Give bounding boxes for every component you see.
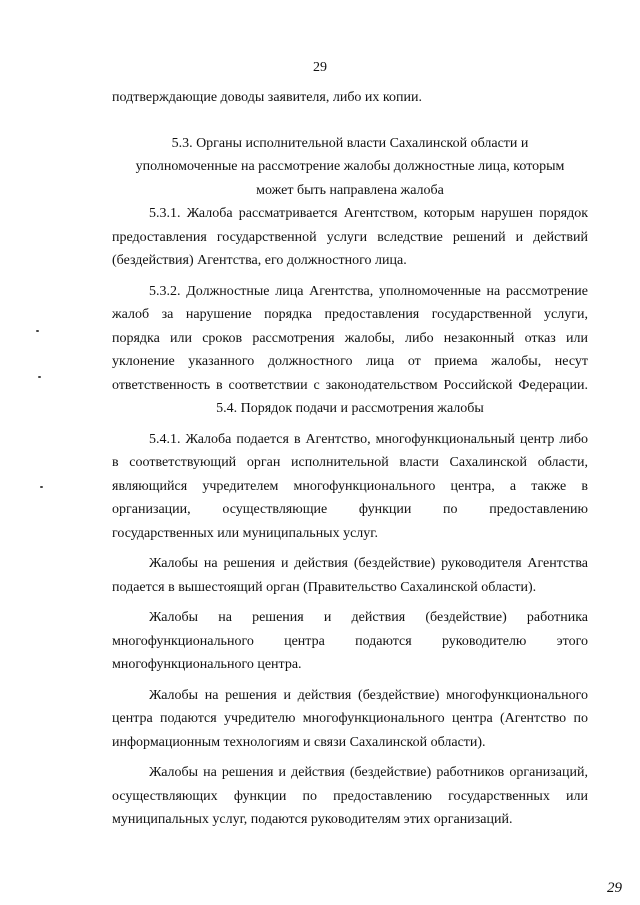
paragraph-worker-complaints <box>112 606 588 677</box>
text-line: Жалобы на решения и действия (бездействие) работника <box>149 610 588 625</box>
text-line: в соответствующий орган исполнительной власти Сахалинской области, <box>112 455 588 470</box>
paragraph-mfc-complaints <box>112 684 588 755</box>
document-body <box>112 86 588 832</box>
text-line: организации, осуществляющие функции по предоставлению <box>112 502 588 517</box>
text-line: центра подаются учредителю многофункционального центра (Агентство по <box>112 711 588 726</box>
text-line: порядка или сроков рассмотрения жалобы, либо незаконный отказ или <box>112 330 588 346</box>
text-line: осуществляющих функции по предоставлению государственных или <box>112 788 588 804</box>
heading-line: уполномоченные на рассмотрение жалобы должностные лица, которым <box>135 159 565 174</box>
scan-speck <box>38 376 41 378</box>
text-line: Жалобы на решения и действия (бездействие) руководителя Агентства <box>149 556 588 571</box>
text-line: 5.4.1. Жалоба подается в Агентство, многофункциональный центр либо <box>149 431 588 447</box>
text-line: 5.3.1. Жалоба рассматривается Агентством, которым нарушен порядок <box>149 206 588 221</box>
scan-speck <box>40 486 43 488</box>
paragraph-5-4-1 <box>112 428 588 546</box>
text-line: подается в вышестоящий орган (Правительство Сахалинской области). <box>112 579 537 595</box>
paragraph-5-3-2 <box>112 280 588 398</box>
paragraph-org-complaints <box>112 761 588 832</box>
text-line: предоставления государственной услуги вследствие решений и действий <box>112 229 588 245</box>
text-line: (бездействия) Агентства, его должностного лица. <box>112 253 407 268</box>
text-line: информационным технологиям и связи Сахалинской области). <box>112 734 486 750</box>
page-number: 29 <box>313 60 327 75</box>
text-line: многофункционального центра подаются руководителю этого <box>112 633 588 649</box>
text-line: государственных или муниципальных услуг. <box>112 525 378 541</box>
text-line: муниципальных услуг, подаются руководителям этих организаций. <box>112 812 513 827</box>
text-line: жалоб за нарушение порядка предоставления государственной услуги, <box>112 307 588 322</box>
text-line: ответственность в соответствии с законодательством Российской Федерации. <box>112 377 588 393</box>
paragraph-head-complaints <box>112 552 588 599</box>
handwritten-page-mark: 29 <box>607 880 622 896</box>
text-line: Жалобы на решения и действия (бездействие) многофункционального <box>149 687 588 703</box>
text-line: Жалобы на решения и действия (бездействие) работников организаций, <box>149 765 588 780</box>
text-line: являющийся учредителем многофункционального центра, а также в <box>112 478 588 494</box>
heading-line: может быть направлена жалоба <box>256 182 444 198</box>
scan-speck <box>36 330 39 332</box>
paragraph-continuation: подтверждающие доводы заявителя, либо их копии. <box>112 90 422 105</box>
text-line: многофункционального центра. <box>112 657 302 672</box>
text-line: 5.3.2. Должностные лица Агентства, уполномоченные на рассмотрение <box>149 283 588 299</box>
section-heading-5-3 <box>112 132 588 203</box>
paragraph-5-3-1 <box>112 202 588 273</box>
text-line: уклонение указанного должностного лица от приема жалобы, несут <box>112 354 588 369</box>
section-heading-5-4: 5.4. Порядок подачи и рассмотрения жалобы <box>216 401 484 416</box>
heading-line: 5.3. Органы исполнительной власти Сахалинской области и <box>171 135 529 151</box>
